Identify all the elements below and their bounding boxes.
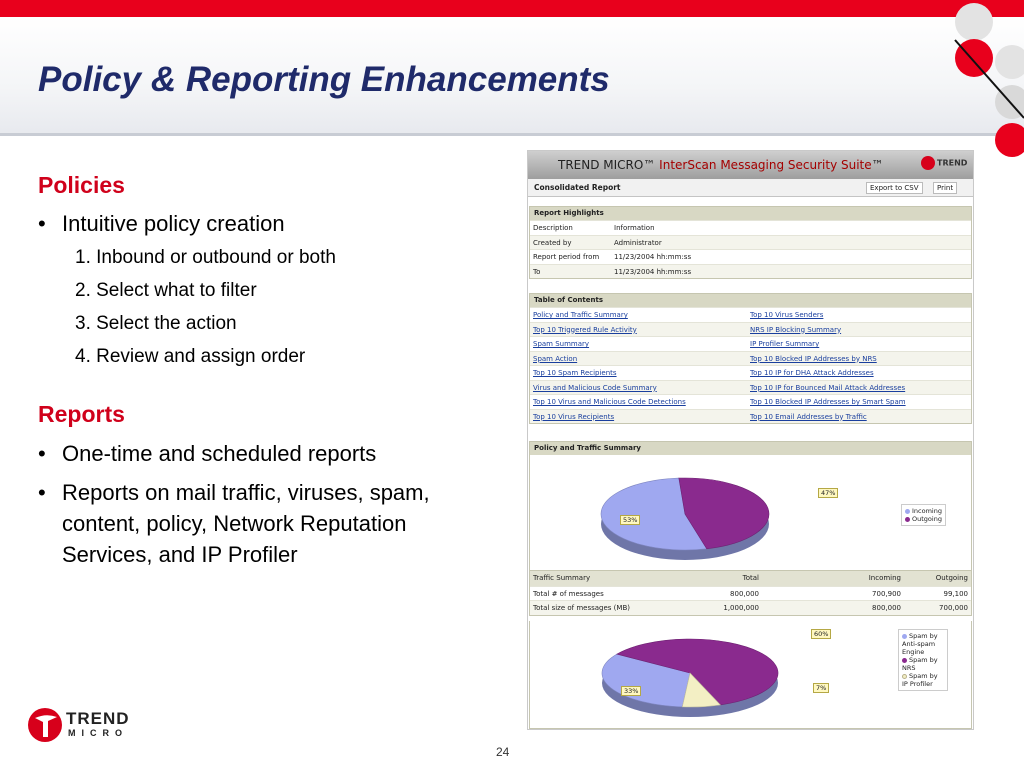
screenshot-brand [558, 158, 884, 172]
legend-item-nrs [902, 656, 944, 672]
toc-link[interactable]: Virus and Malicious Code Summary [533, 383, 657, 392]
table-row [530, 586, 971, 601]
corner-decoration [930, 0, 1024, 160]
toc-link[interactable]: Top 10 Virus and Malicious Code Detections [533, 398, 686, 406]
legend-swatch [902, 674, 907, 679]
pie2-label-nrs: 60% [811, 629, 831, 639]
deco-circle-gray-right [995, 45, 1024, 79]
policy-summary-panel [529, 441, 972, 571]
screenshot-corner-logo [921, 156, 967, 170]
product-name: InterScan Messaging Security Suite [659, 158, 872, 172]
toc-link[interactable]: IP Profiler Summary [750, 340, 820, 348]
print-button[interactable]: Print [933, 182, 957, 194]
bullet-dot: • [38, 441, 46, 466]
cell: 1,000,000 [723, 604, 759, 612]
table-row [530, 600, 971, 615]
logo-line2: MICRO [68, 728, 128, 738]
policies-heading: Policies [38, 172, 125, 198]
deco-circle-gray-top [955, 3, 993, 41]
product-tm: ™ [871, 158, 884, 172]
cell: Total # of messages [533, 589, 604, 598]
legend-swatch [905, 509, 910, 514]
table-header-row [530, 571, 971, 586]
screenshot-title-bar [528, 151, 973, 179]
legend-label: Spam by Anti-spam Engine [902, 632, 938, 656]
legend-item-outgoing [905, 515, 942, 523]
legend-item-ipprofiler [902, 672, 944, 688]
column-header: Total [742, 574, 759, 582]
policy-step-4: 4. Review and assign order [75, 346, 306, 367]
bullet-dot: • [38, 211, 46, 236]
reports-bullet-1-text: One-time and scheduled reports [62, 441, 377, 466]
logo-line1: TREND [66, 709, 130, 728]
toc-link[interactable]: Top 10 Blocked IP Addresses by Smart Spam [750, 398, 906, 406]
toc-link[interactable]: Spam Action [533, 354, 578, 363]
deco-circle-red-low [995, 123, 1024, 157]
cell: Created by [533, 238, 572, 247]
column-header: Traffic Summary [533, 574, 591, 582]
cell: 11/23/2004 hh:mm:ss [614, 253, 692, 261]
toc-row [530, 394, 971, 409]
legend-swatch [902, 634, 907, 639]
toc-link[interactable]: Top 10 Email Addresses by Traffic [750, 412, 867, 421]
toc-link[interactable]: Top 10 Virus Senders [750, 311, 824, 319]
cell: To [533, 267, 541, 276]
column-header: Incoming [868, 574, 901, 582]
pie1-legend [901, 504, 946, 526]
policy-step-1: 1. Inbound or outbound or both [75, 247, 336, 268]
toc-link[interactable]: Top 10 Triggered Rule Activity [533, 325, 637, 334]
legend-label: Incoming [912, 507, 942, 515]
cell: Description [533, 224, 573, 232]
report-highlights-panel [529, 206, 972, 279]
bullet-dot: • [38, 480, 46, 505]
reports-heading: Reports [38, 401, 125, 427]
brand-tm: ™ [643, 158, 656, 172]
highlights-row [530, 235, 971, 250]
highlights-row [530, 249, 971, 264]
cell: 99,100 [943, 589, 968, 598]
cell: Administrator [614, 238, 662, 247]
toc-link[interactable]: NRS IP Blocking Summary [750, 325, 842, 334]
traffic-summary-table [529, 570, 972, 616]
report-screenshot [527, 150, 974, 730]
toc-row [530, 380, 971, 395]
trend-ball-icon [921, 156, 935, 170]
slide-title: Policy & Reporting Enhancements [38, 60, 610, 99]
trend-micro-ball-icon [26, 704, 66, 744]
toc-row [530, 336, 971, 351]
legend-label: Spam by IP Profiler [902, 672, 938, 688]
highlights-row [530, 264, 971, 279]
toc-link[interactable]: Spam Summary [533, 340, 590, 348]
pie2-label-antispam: 33% [621, 686, 641, 696]
toc-row [530, 322, 971, 337]
cell: Report period from [533, 253, 600, 261]
pie1-label-incoming: 53% [620, 515, 640, 525]
cell: 800,000 [730, 589, 759, 598]
toc-link[interactable]: Top 10 Blocked IP Addresses by NRS [750, 354, 877, 363]
report-highlights-heading: Report Highlights [530, 207, 971, 220]
policy-summary-heading: Policy and Traffic Summary [530, 442, 971, 455]
cell: 800,000 [872, 604, 901, 612]
toc-heading: Table of Contents [530, 294, 971, 307]
toc-row [530, 351, 971, 366]
header-divider [0, 133, 1024, 136]
spam-summary-panel [529, 621, 972, 729]
cell: Total size of messages (MB) [533, 604, 630, 612]
legend-label: Outgoing [912, 515, 942, 523]
toc-link[interactable]: Top 10 Spam Recipients [533, 369, 617, 377]
legend-item-antispam [902, 632, 944, 656]
toc-link[interactable]: Top 10 IP for Bounced Mail Attack Addresses [750, 383, 906, 392]
policy-step-3: 3. Select the action [75, 313, 237, 334]
pie2-label-ipprofiler: 7% [813, 683, 829, 693]
legend-label: Spam by NRS [902, 656, 938, 672]
policy-step-2: 2. Select what to filter [75, 280, 257, 301]
pie2-legend [898, 629, 948, 691]
reports-bullet-2-text: Reports on mail traffic, viruses, spam, content, policy, Network Reputation Services, and IP Profiler [62, 480, 430, 567]
toc-panel [529, 293, 972, 424]
cell: 700,900 [872, 589, 901, 598]
toc-row [530, 409, 971, 424]
report-title: Consolidated Report [534, 183, 621, 192]
deco-circle-red-mid [955, 39, 993, 77]
column-header: Outgoing [935, 574, 968, 582]
toc-link[interactable]: Policy and Traffic Summary [533, 311, 628, 319]
toc-row [530, 307, 971, 322]
export-csv-button[interactable]: Export to CSV [866, 182, 923, 194]
page-number: 24 [496, 745, 510, 759]
highlights-row [530, 220, 971, 235]
top-accent-bar [0, 0, 1024, 17]
toc-row [530, 365, 971, 380]
pie1-label-outgoing: 47% [818, 488, 838, 498]
cell: 11/23/2004 hh:mm:ss [614, 267, 692, 276]
toc-link[interactable]: Top 10 Virus Recipients [533, 412, 615, 421]
cell: Information [614, 224, 655, 232]
brand-text: TREND MICRO [558, 158, 644, 172]
policies-bullet-text: Intuitive policy creation [62, 211, 285, 236]
legend-swatch [902, 658, 907, 663]
trend-micro-logo [26, 704, 141, 744]
report-toolbar [528, 179, 973, 197]
cell: 700,000 [939, 604, 968, 612]
toc-link[interactable]: Top 10 IP for DHA Attack Addresses [750, 369, 874, 377]
corner-logo-text: TREND [937, 158, 968, 168]
legend-item-incoming [905, 507, 942, 515]
legend-swatch [905, 517, 910, 522]
